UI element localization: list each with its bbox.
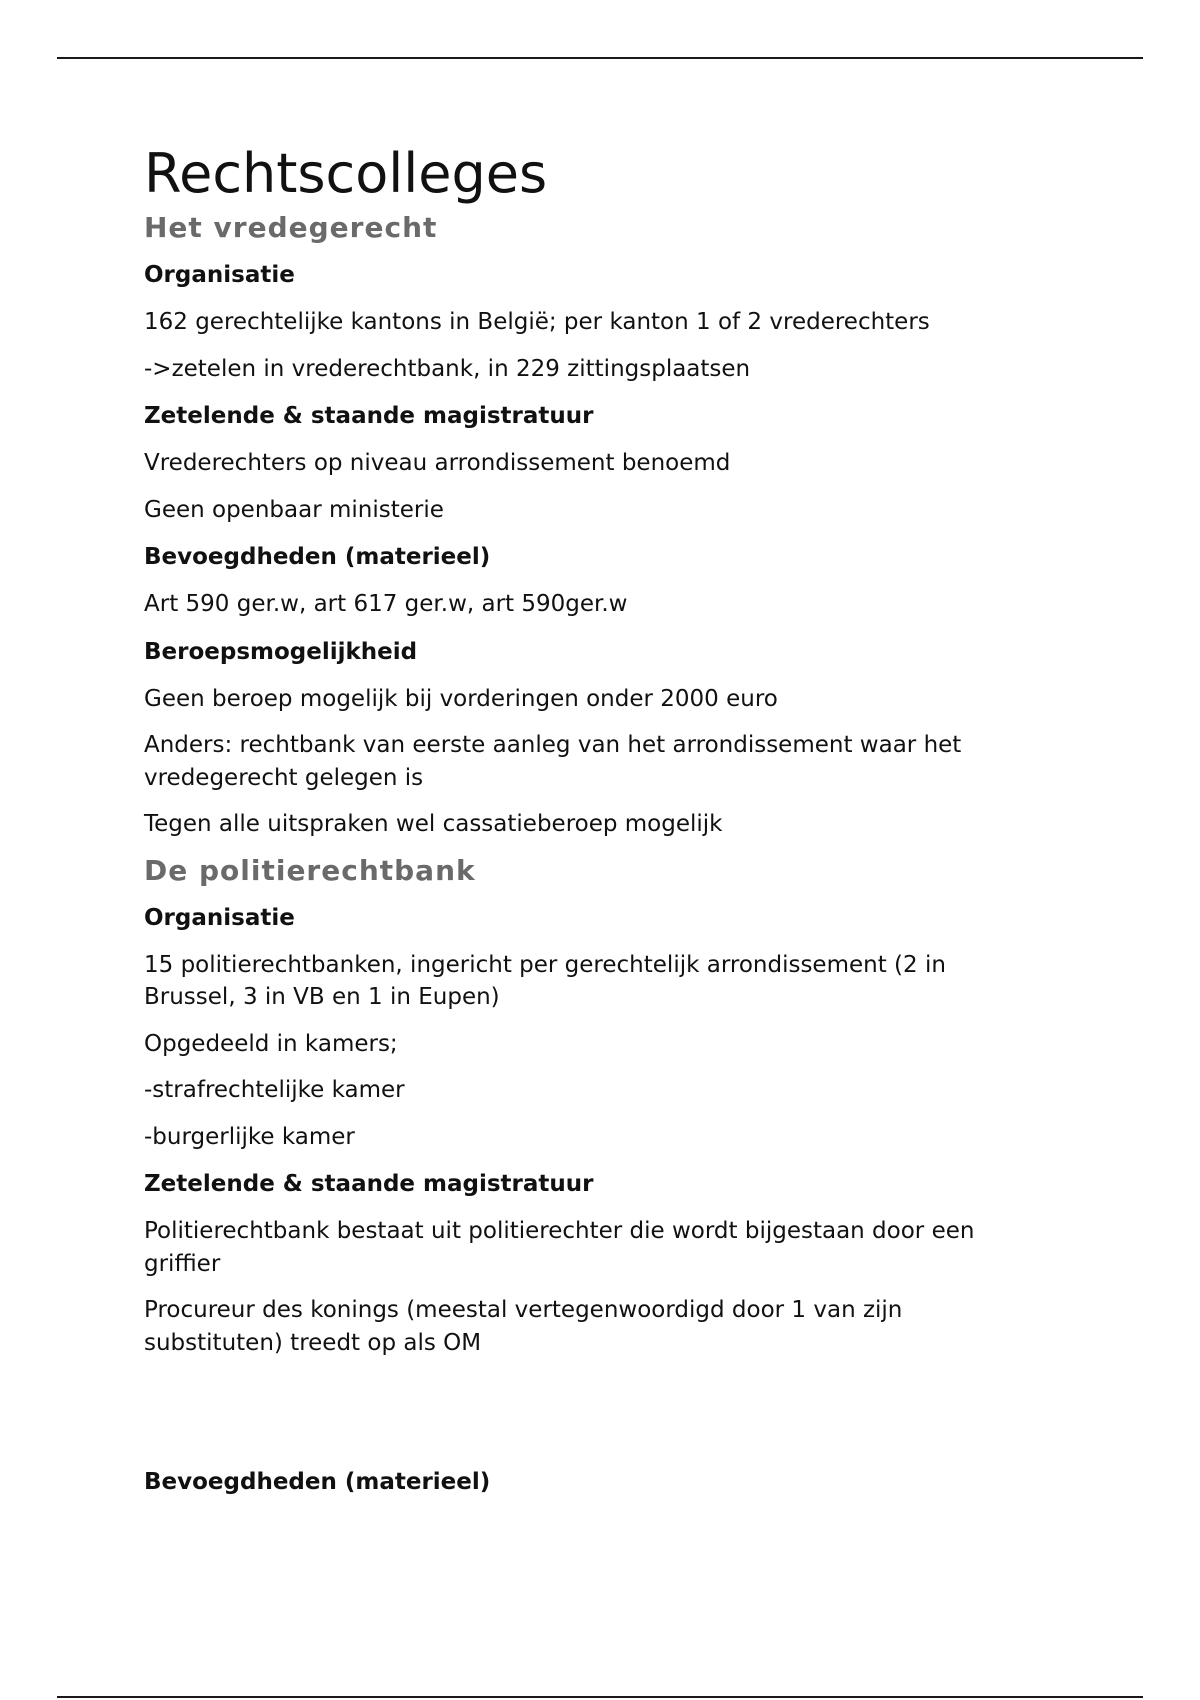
paragraph: Geen openbaar ministerie <box>144 496 444 523</box>
paragraph: Geen beroep mogelijk bij vorderingen onder 2000 euro <box>144 685 778 712</box>
top-rule <box>57 57 1143 59</box>
paragraph: -strafrechtelijke kamer <box>144 1077 405 1103</box>
section-heading: De politierechtbank <box>144 853 476 887</box>
paragraph: Procureur des konings (meestal vertegenwoordigd door 1 van zijn substituten) treedt op als OM <box>144 1297 903 1356</box>
blank-space <box>144 1359 1044 1451</box>
block-label: Bevoegdheden (materieel) <box>144 1469 491 1495</box>
paragraph: Politierechtbank bestaat uit politierechter die wordt bijgestaan door een griffier <box>144 1218 975 1277</box>
paragraph: Art 590 ger.w, art 617 ger.w, art 590ger.w <box>144 591 628 617</box>
paragraph: 162 gerechtelijke kantons in België; per kanton 1 of 2 vrederechters <box>144 309 930 335</box>
bottom-rule <box>57 1696 1143 1698</box>
paragraph: -burgerlijke kamer <box>144 1123 355 1150</box>
block-label: Zetelende & staande magistratuur <box>144 1171 594 1197</box>
paragraph: 15 politierechtbanken, ingericht per gerechtelijk arrondissement (2 in Brussel, 3 in VB en 1 in Eupen) <box>144 951 946 1010</box>
document-title: Rechtscolleges <box>144 142 548 205</box>
block-label: Beroepsmogelijkheid <box>144 638 418 665</box>
paragraph: Anders: rechtbank van eerste aanleg van het arrondissement waar het vredegerecht gelegen is <box>144 732 962 791</box>
block-label: Organisatie <box>144 262 295 288</box>
block-label: Organisatie <box>144 904 295 931</box>
paragraph: Tegen alle uitspraken wel cassatieberoep mogelijk <box>144 811 723 837</box>
paragraph: Opgedeeld in kamers; <box>144 1030 398 1057</box>
section-heading: Het vredegerecht <box>144 211 438 244</box>
paragraph: ->zetelen in vrederechtbank, in 229 zittingsplaatsen <box>144 355 751 382</box>
block-label: Bevoegdheden (materieel) <box>144 544 491 570</box>
block-label: Zetelende & staande magistratuur <box>144 403 594 429</box>
paragraph: Vrederechters op niveau arrondissement benoemd <box>144 450 731 476</box>
document-body <box>144 140 1044 1499</box>
